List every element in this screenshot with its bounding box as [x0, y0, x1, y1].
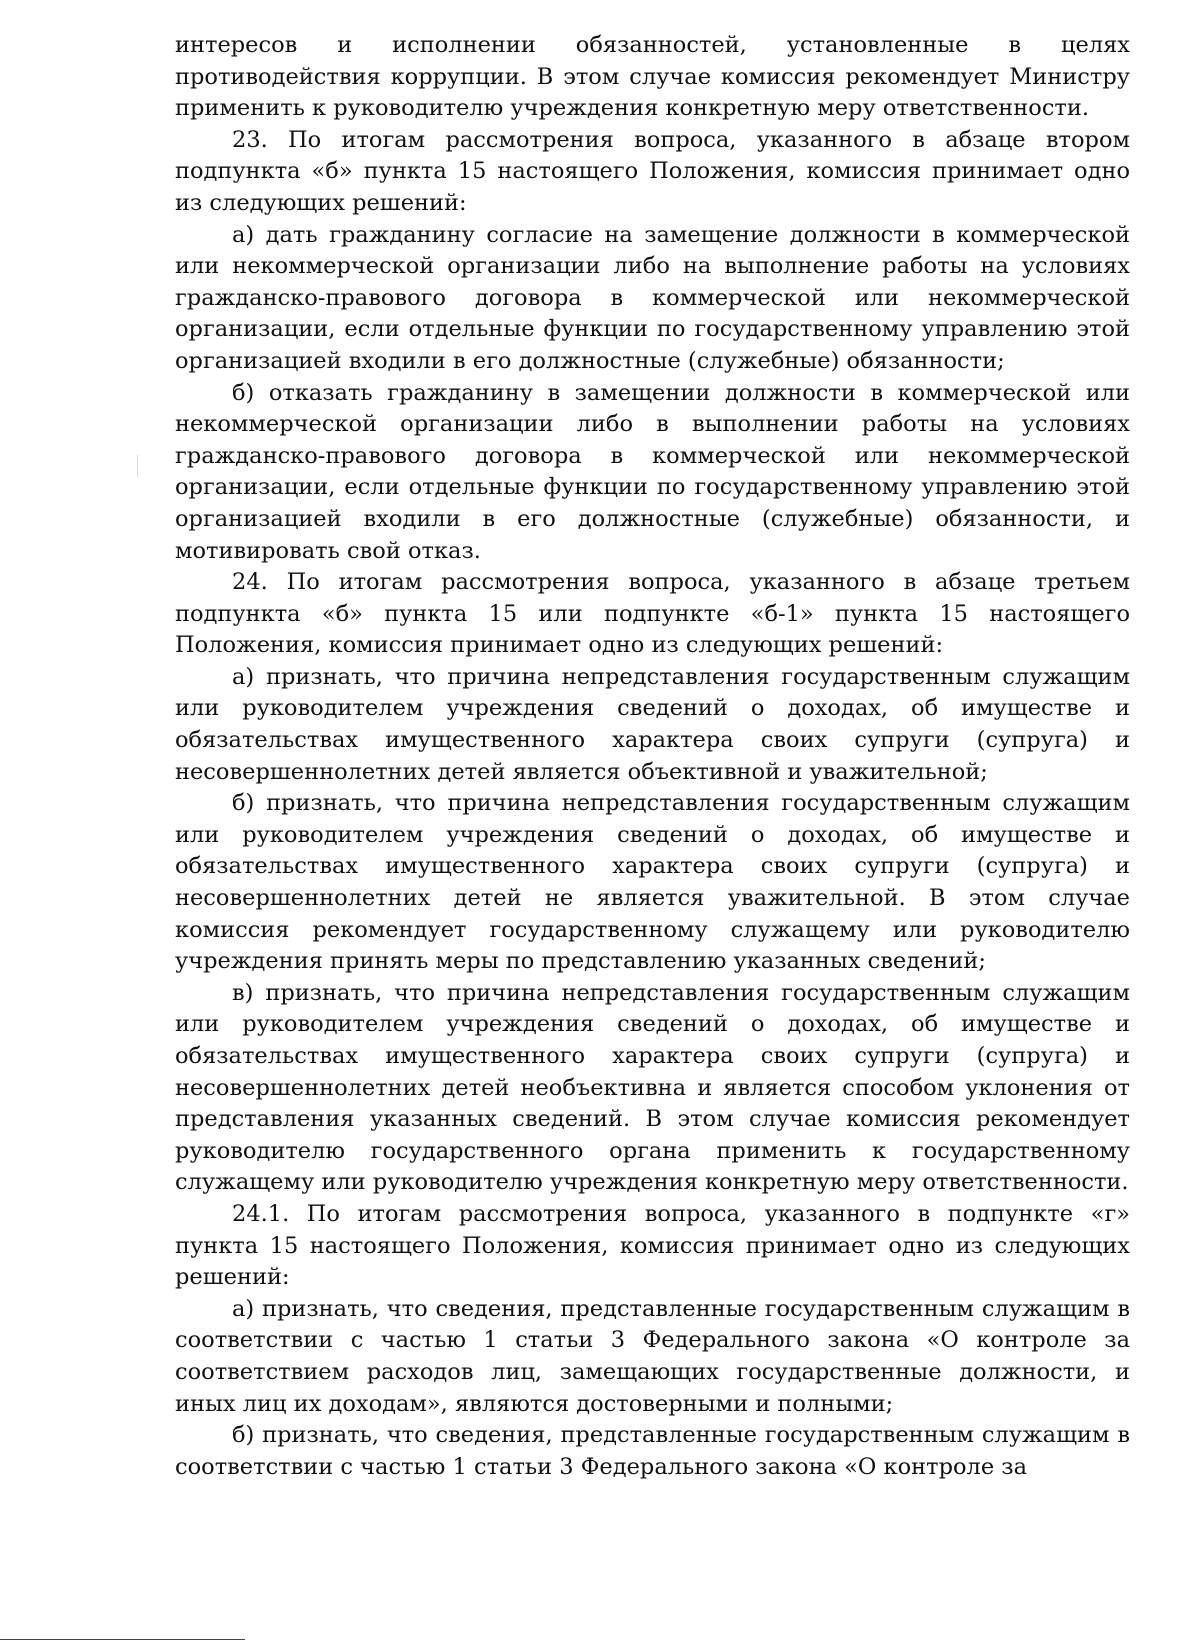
paragraph-continuation: интересов и исполнении обязанностей, установленные в целях противодействия коррупции. В этом случае комиссия рекомендует Министру применить к руководителю учреждения конкретную меру ответственности.: [175, 32, 1130, 122]
document-page: [175, 30, 1130, 1483]
paragraph-24-1-b: б) признать, что сведения, представленные государственным служащим в соответствии с частью 1 статьи 3 Федерального закона «О контроле за: [175, 1422, 1130, 1480]
scan-artifact-mark: [137, 455, 138, 477]
paragraph-24-v: в) признать, что причина непредставления государственным служащим или руководителем учреждения сведений о доходах, об имуществе и обязательствах имущественного характера своих супруги (супруга) и несовершеннолетних детей необъективна и является способом уклонения от представления указанных сведений. В этом случае комиссия рекомендует руководителю государственного органа применить к государственному служащему или руководителю учреждения конкретную меру ответственности.: [175, 979, 1130, 1196]
scan-edge-line: [0, 1639, 245, 1640]
paragraph-24-b: б) признать, что причина непредставления государственным служащим или руководителем учреждения сведений о доходах, об имуществе и обязательствах имущественного характера своих супруги (супруга) и несовершеннолетних детей не является уважительной. В этом случае комиссия рекомендует государственному служащему или руководителю учреждения принять меры по представлению указанных сведений;: [175, 790, 1130, 975]
paragraph-24-a: а) признать, что причина непредставления государственным служащим или руководителем учреждения сведений о доходах, об имуществе и обязательствах имущественного характера своих супруги (супруга) и несовершеннолетних детей является объективной и уважительной;: [175, 663, 1130, 785]
paragraph-24-1-a: а) признать, что сведения, представленные государственным служащим в соответствии с частью 1 статьи 3 Федерального закона «О контроле за соответствием расходов лиц, замещающих государственные должности, и иных лиц их доходам», являются достоверными и полными;: [175, 1295, 1130, 1417]
paragraph-24-1: 24.1. По итогам рассмотрения вопроса, указанного в подпункте «г» пункта 15 настоящего Положения, комиссия принимает одно из следующих решений:: [175, 1200, 1130, 1291]
paragraph-23-a: а) дать гражданину согласие на замещение должности в коммерческой или некоммерческой организации либо на выполнение работы на условиях гражданско-правового договора в коммерческой или некоммерческой организации, если отдельные функции по государственному управлению этой организацией входили в его должностные (служебные) обязанности;: [175, 221, 1130, 374]
paragraph-23-b: б) отказать гражданину в замещении должности в коммерческой или некоммерческой организации либо в выполнении работы на условиях гражданско-правового договора в коммерческой или некоммерческой организации, если отдельные функции по государственному управлению этой организацией входили в его должностные (служебные) обязанности, и мотивировать свой отказ.: [175, 379, 1130, 564]
paragraph-23: 23. По итогам рассмотрения вопроса, указанного в абзаце втором подпункта «б» пункта 15 настоящего Положения, комиссия принимает одно из следующих решений:: [175, 126, 1130, 216]
paragraph-24: 24. По итогам рассмотрения вопроса, указанного в абзаце третьем подпункта «б» пункта 15 или подпункте «б-1» пункта 15 настоящего Положения, комиссия принимает одно из следующих решений:: [175, 569, 1130, 659]
